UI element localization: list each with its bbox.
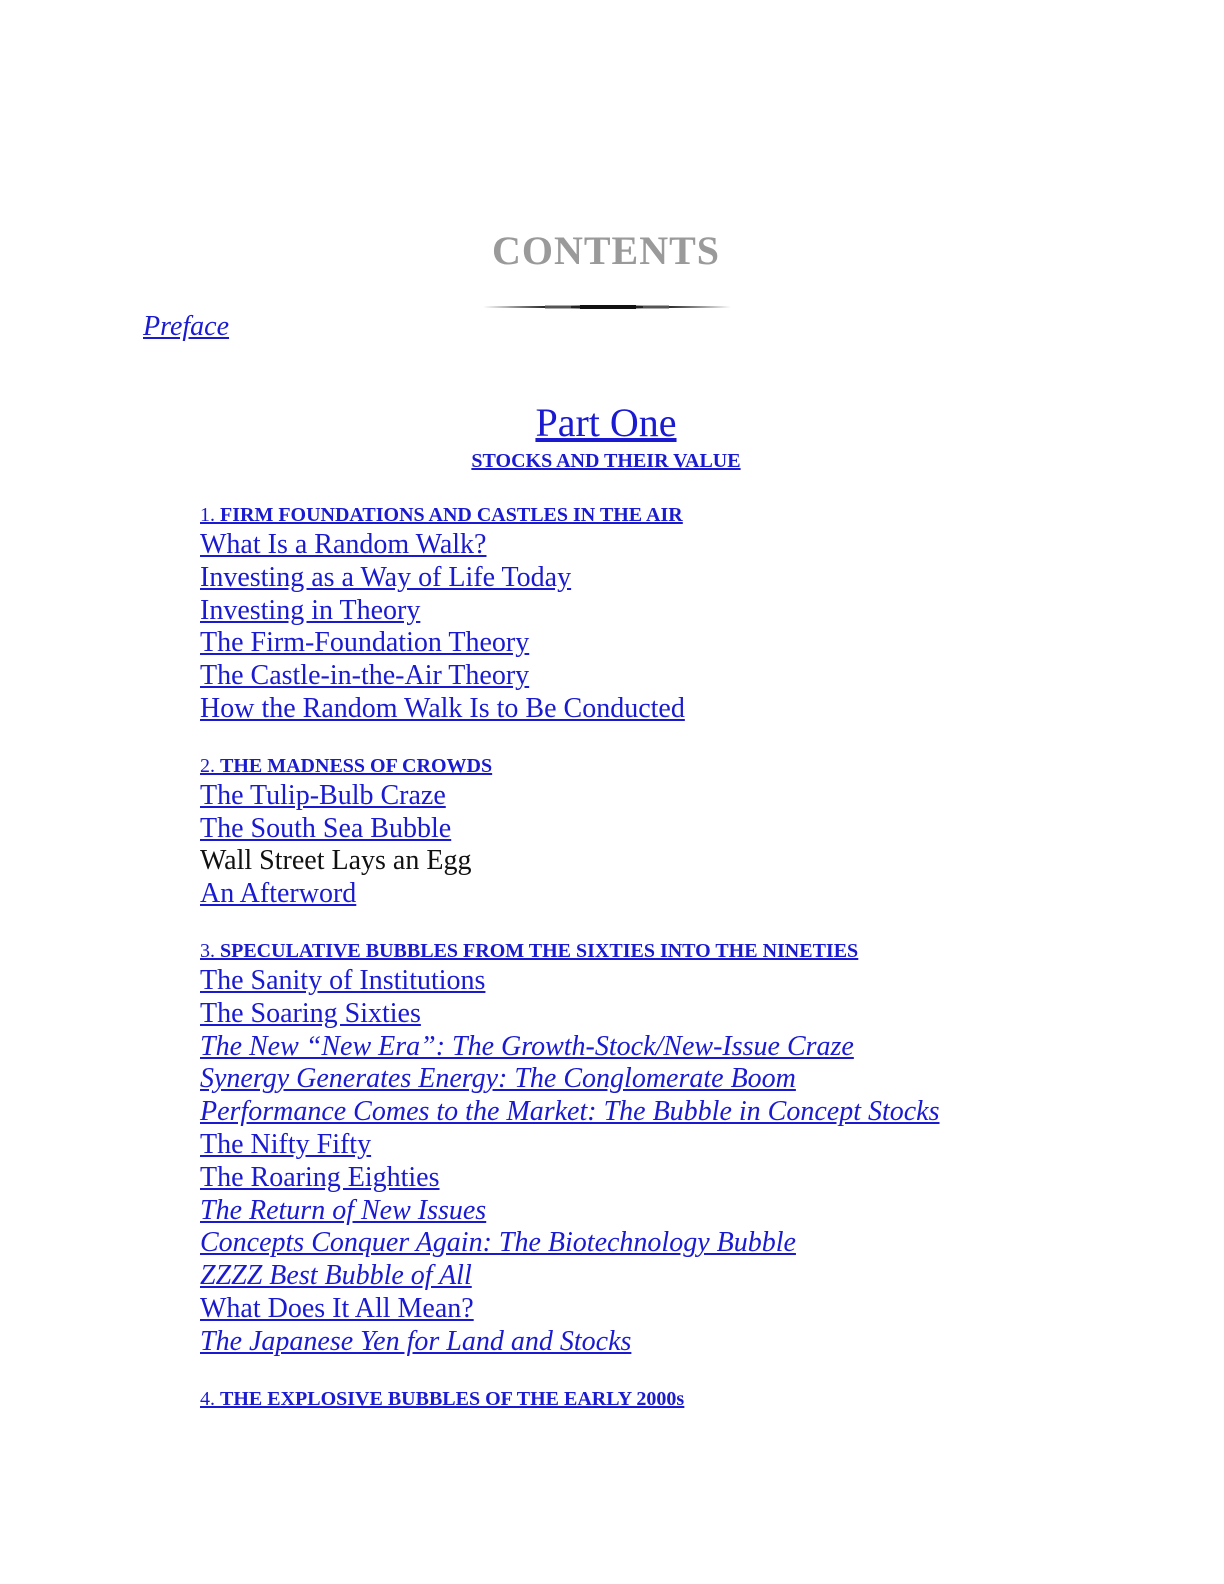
section-link[interactable]: An Afterword bbox=[200, 878, 357, 910]
section-link[interactable]: What Does It All Mean? bbox=[200, 1292, 474, 1324]
chapter-4 bbox=[200, 1385, 1200, 1413]
chapter-2 bbox=[200, 752, 1200, 911]
section-entry bbox=[200, 1195, 1200, 1228]
chapter-heading bbox=[200, 752, 1200, 780]
part-subtitle bbox=[0, 449, 1212, 473]
section-entry bbox=[200, 998, 1200, 1031]
section-link[interactable]: Performance Comes to the Market: The Bubble in Concept Stocks bbox=[200, 1096, 940, 1128]
section-entry-plain: Wall Street Lays an Egg bbox=[200, 845, 472, 877]
section-entry bbox=[200, 965, 1200, 998]
preface-link[interactable]: Preface bbox=[143, 311, 230, 342]
chapter-title: FIRM FOUNDATIONS AND CASTLES IN THE AIR bbox=[220, 504, 683, 526]
chapter-number: 1. bbox=[200, 504, 215, 526]
chapter-heading bbox=[200, 1385, 1200, 1413]
section-link[interactable]: The Castle-in-the-Air Theory bbox=[200, 660, 530, 692]
section-entry bbox=[200, 1031, 1200, 1064]
section-entry bbox=[200, 693, 1200, 726]
section-entry bbox=[200, 1063, 1200, 1096]
section-link[interactable]: The New “New Era”: The Growth-Stock/New-Issue Craze bbox=[200, 1030, 854, 1062]
chapter-heading bbox=[200, 937, 1200, 965]
section-link[interactable]: Investing in Theory bbox=[200, 594, 421, 626]
section-link[interactable]: ZZZZ Best Bubble of All bbox=[200, 1260, 472, 1292]
chapter-title: SPECULATIVE BUBBLES FROM THE SIXTIES INTO THE NINETIES bbox=[220, 939, 859, 962]
section-link[interactable]: The Firm-Foundation Theory bbox=[200, 627, 530, 659]
section-link[interactable]: What Is a Random Walk? bbox=[200, 529, 487, 560]
chapter-number: 3. bbox=[200, 939, 215, 962]
section-link[interactable]: The Nifty Fifty bbox=[200, 1128, 372, 1160]
table-of-contents bbox=[200, 501, 1200, 1439]
section-entry bbox=[200, 660, 1200, 693]
section-link[interactable]: The Soaring Sixties bbox=[200, 997, 421, 1029]
part-heading bbox=[0, 398, 1212, 448]
title-divider-ornament bbox=[483, 300, 731, 314]
chapter-title: THE MADNESS OF CROWDS bbox=[220, 754, 493, 777]
chapter-3-link[interactable] bbox=[200, 940, 858, 962]
chapter-title: THE EXPLOSIVE BUBBLES OF THE EARLY 2000s bbox=[220, 1387, 685, 1410]
section-link[interactable]: The Sanity of Institutions bbox=[200, 964, 486, 996]
section-entry bbox=[200, 1260, 1200, 1293]
section-link[interactable]: Synergy Generates Energy: The Conglomerate Boom bbox=[200, 1063, 796, 1095]
section-link[interactable]: The Roaring Eighties bbox=[200, 1161, 440, 1193]
section-entry bbox=[200, 813, 1200, 846]
chapter-1-link[interactable] bbox=[200, 504, 683, 526]
chapter-heading bbox=[200, 501, 1200, 529]
section-link[interactable]: The Japanese Yen for Land and Stocks bbox=[200, 1325, 632, 1357]
chapter-1 bbox=[200, 501, 1200, 726]
section-entry bbox=[200, 529, 1200, 562]
chapter-3 bbox=[200, 937, 1200, 1359]
section-entry bbox=[200, 878, 1200, 911]
part-one-link[interactable]: Part One bbox=[535, 400, 677, 445]
chapter-number: 2. bbox=[200, 754, 215, 777]
section-entry bbox=[200, 627, 1200, 660]
section-link[interactable]: The South Sea Bubble bbox=[200, 812, 452, 844]
section-entry bbox=[200, 595, 1200, 628]
part-subtitle-link[interactable]: STOCKS AND THEIR VALUE bbox=[471, 450, 741, 472]
chapter-number: 4. bbox=[200, 1387, 215, 1410]
section-entry bbox=[200, 1293, 1200, 1326]
section-link[interactable]: Investing as a Way of Life Today bbox=[200, 561, 572, 593]
section-entry bbox=[200, 562, 1200, 595]
section-link[interactable]: The Tulip-Bulb Craze bbox=[200, 779, 446, 811]
chapter-4-link[interactable] bbox=[200, 1388, 684, 1410]
section-link[interactable]: How the Random Walk Is to Be Conducted bbox=[200, 692, 685, 724]
section-entry bbox=[200, 780, 1200, 813]
section-entry bbox=[200, 1096, 1200, 1129]
section-entry bbox=[200, 1326, 1200, 1359]
page-title: CONTENTS bbox=[491, 228, 721, 273]
chapter-2-link[interactable] bbox=[200, 755, 492, 777]
section-entry bbox=[200, 1162, 1200, 1195]
section-link[interactable]: The Return of New Issues bbox=[200, 1194, 487, 1226]
section-link[interactable]: Concepts Conquer Again: The Biotechnology Bubble bbox=[200, 1227, 796, 1259]
section-entry bbox=[200, 1129, 1200, 1162]
preface-entry bbox=[143, 308, 229, 346]
section-entry bbox=[200, 1227, 1200, 1260]
